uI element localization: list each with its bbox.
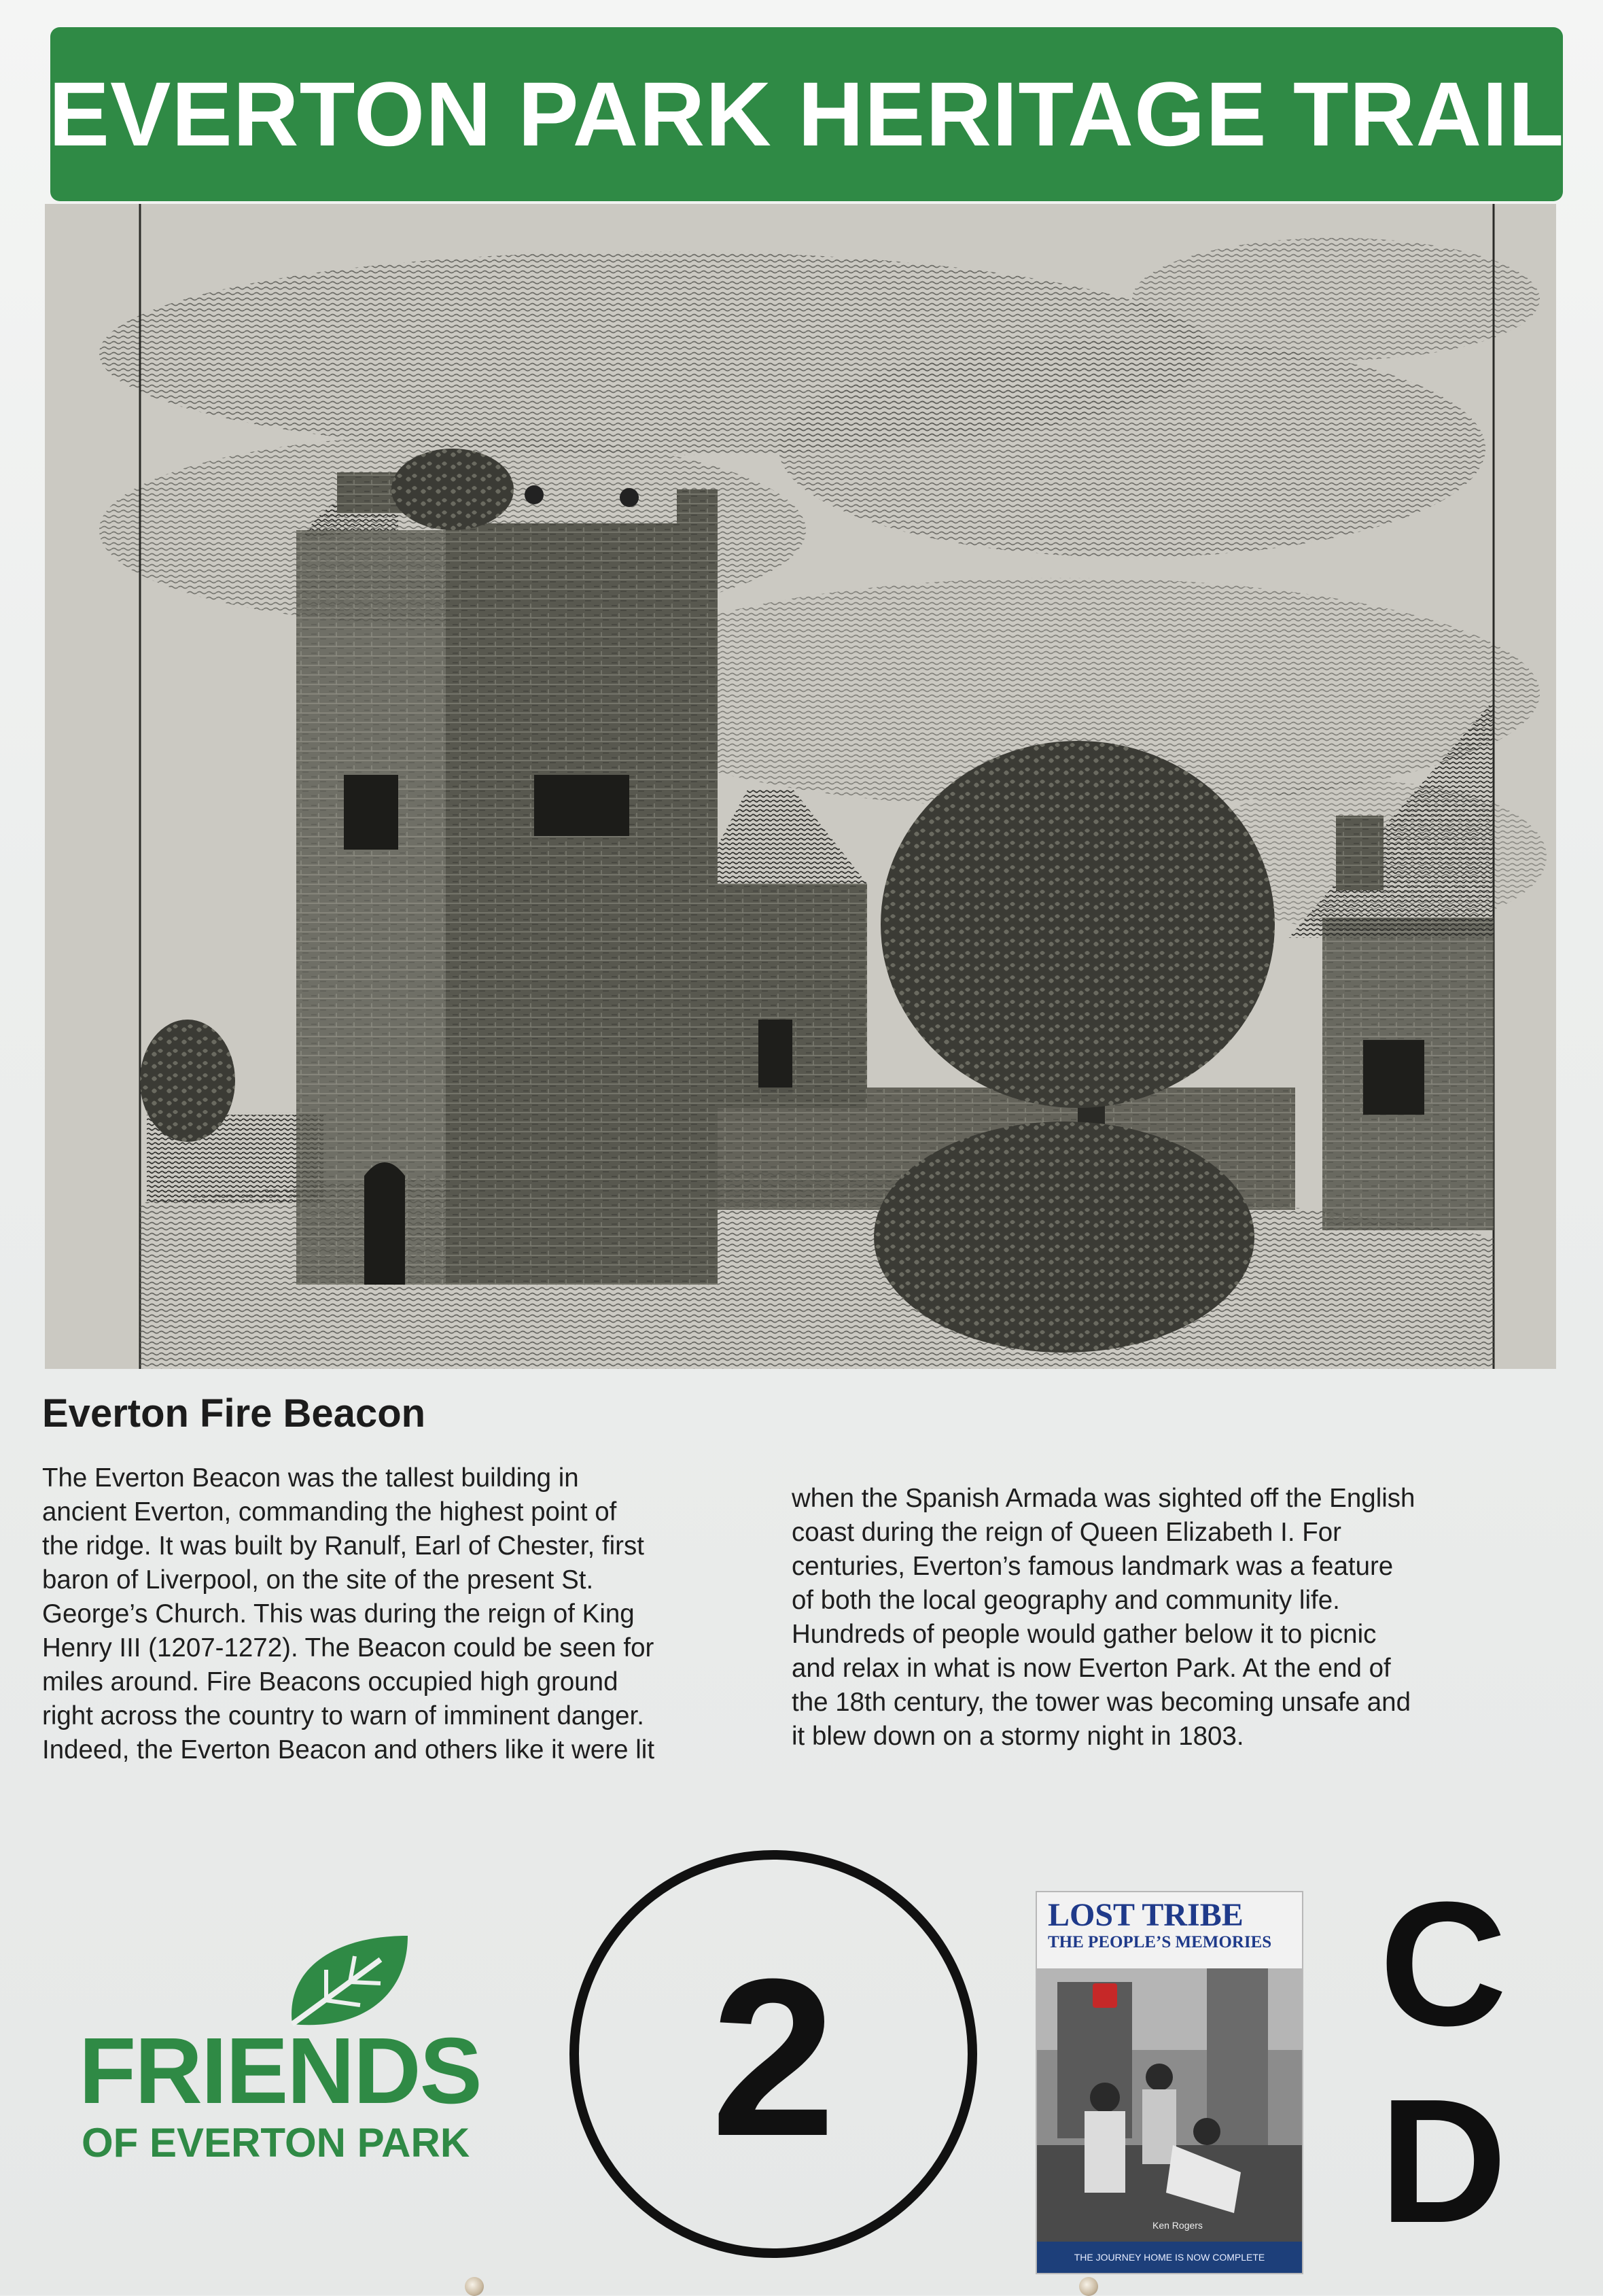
- cottage-chimney: [1336, 816, 1384, 890]
- book-title: LOST TRIBE: [1048, 1897, 1244, 1933]
- foreground-bush: [874, 1121, 1254, 1353]
- leaf-icon: [279, 1929, 415, 2031]
- text-line: The Everton Beacon was the tallest building in: [42, 1463, 579, 1493]
- text-line: George’s Church. This was during the reign of King: [42, 1599, 635, 1629]
- letter-d: D: [1379, 2063, 1507, 2260]
- text-line: Hundreds of people would gather below it to picnic: [792, 1620, 1377, 1649]
- engraving-illustration: [45, 204, 1556, 1369]
- text-line: the ridge. It was built by Ranulf, Earl of Chester, first: [42, 1531, 644, 1561]
- text-line: of both the local geography and community life.: [792, 1586, 1340, 1615]
- cottage-window: [1363, 1040, 1424, 1115]
- tower-front: [446, 523, 718, 1285]
- text-line: baron of Liverpool, on the site of the present St.: [42, 1565, 594, 1595]
- text-line: and relax in what is now Everton Park. At the end of: [792, 1654, 1391, 1683]
- text-line: Indeed, the Everton Beacon and others like it were lit: [42, 1735, 655, 1764]
- text-line: coast during the reign of Queen Elizabeth I. For: [792, 1518, 1341, 1547]
- text-line: it blew down on a stormy night in 1803.: [792, 1722, 1244, 1751]
- article-column-right: [792, 1482, 1512, 1754]
- tower-parapet: [677, 489, 718, 530]
- book-tagline: THE JOURNEY HOME IS NOW COMPLETE: [1037, 2242, 1302, 2273]
- screw-head: [465, 2277, 484, 2296]
- friends-logo-line1: FRIENDS: [79, 2019, 481, 2123]
- shrub: [140, 1020, 235, 1142]
- sign-title: EVERTON PARK HERITAGE TRAIL: [48, 63, 1565, 165]
- letter-c: C: [1379, 1866, 1507, 2063]
- church-window: [758, 1020, 792, 1094]
- text-line: centuries, Everton’s famous landmark was a feature: [792, 1552, 1394, 1581]
- tower-window: [534, 775, 629, 836]
- figure-on-tower: [525, 485, 544, 504]
- text-line: right across the country to warn of imminent danger.: [42, 1701, 644, 1730]
- text-line: miles around. Fire Beacons occupied high ground: [42, 1667, 618, 1697]
- side-letters: [1379, 1866, 1556, 2260]
- screw-head: [1079, 2277, 1098, 2296]
- tower-door: [364, 1162, 405, 1285]
- beacon-engraving: [45, 204, 1556, 1369]
- text-line: the 18th century, the tower was becoming unsafe and: [792, 1688, 1411, 1717]
- trail-marker-number: 2: [711, 1932, 836, 2182]
- article-heading: Everton Fire Beacon: [42, 1391, 426, 1436]
- trail-marker: [569, 1850, 977, 2258]
- text-line: Henry III (1207-1272). The Beacon could be seen for: [42, 1633, 654, 1663]
- text-line: ancient Everton, commanding the highest point of: [42, 1497, 617, 1527]
- book-subtitle: THE PEOPLE’S MEMORIES: [1048, 1933, 1272, 1951]
- tower-foliage: [391, 449, 514, 530]
- book-cover-photo: [1037, 1968, 1302, 2247]
- tree-canopy: [881, 741, 1275, 1108]
- tower-window: [344, 775, 398, 850]
- figure-on-tower: [620, 488, 639, 507]
- article-column-left: [42, 1461, 762, 1767]
- cloud: [779, 340, 1485, 557]
- friends-of-everton-park-logo: [68, 1930, 503, 2175]
- text-line: when the Spanish Armada was sighted off the English: [792, 1484, 1415, 1513]
- title-banner: [50, 27, 1563, 201]
- lost-tribe-book-poster: [1037, 1892, 1302, 2273]
- friends-logo-line2: OF EVERTON PARK: [82, 2120, 470, 2165]
- cloud: [1132, 238, 1540, 360]
- book-author: Ken Rogers: [1152, 2220, 1203, 2231]
